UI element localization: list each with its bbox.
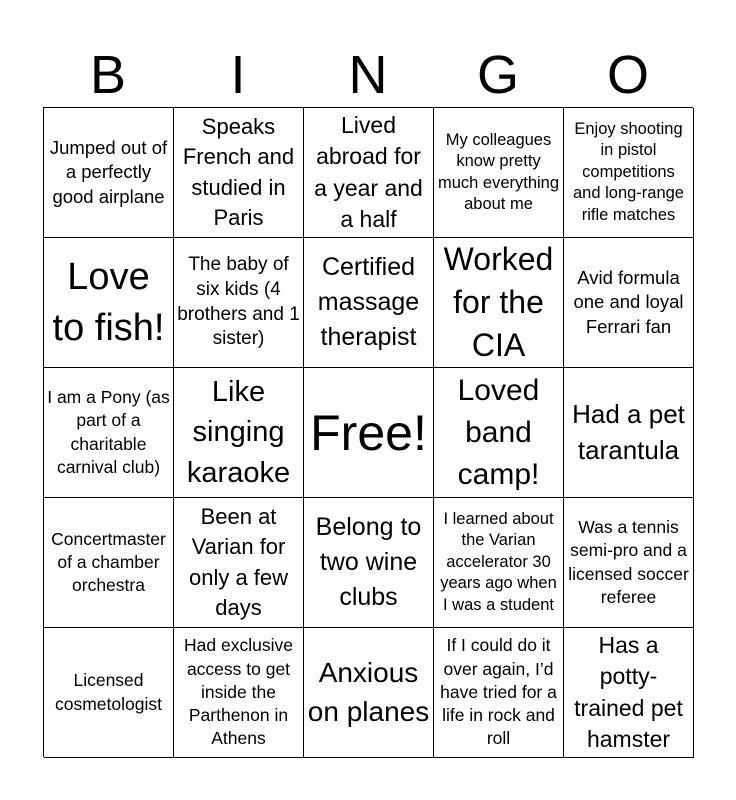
header-letter-b: B xyxy=(89,45,127,105)
cell-text: Licensed cosmetologist xyxy=(55,670,162,714)
cell-text: Anxious on planes xyxy=(307,656,430,727)
cell-text: Been at Varian for only a few days xyxy=(188,503,289,620)
header-letter-g: G xyxy=(476,45,519,105)
cell-text: Avid formula one and loyal Ferrari fan xyxy=(573,267,684,337)
cell-text: Love to fish! xyxy=(52,255,165,349)
header-letter-i: I xyxy=(230,45,246,105)
header-letter-o: O xyxy=(606,45,649,105)
bingo-cell[interactable] xyxy=(564,368,694,498)
cell-text: Speaks French and studied in Paris xyxy=(182,113,295,230)
cell-text: If I could do it over again, I’d have tried for a life in rock and roll xyxy=(440,635,557,749)
bingo-cell[interactable] xyxy=(174,628,304,758)
free-space-cell[interactable] xyxy=(304,368,434,498)
cell-text: Enjoy shooting in pistol competitions and long-range rifle matches xyxy=(572,119,684,224)
cell-text: Lived abroad for a year and a half xyxy=(314,112,423,232)
bingo-grid xyxy=(43,107,693,757)
bingo-cell[interactable] xyxy=(44,628,174,758)
cell-text: Had a pet tarantula xyxy=(572,399,685,465)
cell-text: Has a potty-trained pet hamster xyxy=(574,632,683,752)
bingo-cell[interactable] xyxy=(564,498,694,628)
cell-text: Had exclusive access to get inside the Parthenon in Athens xyxy=(184,635,293,749)
cell-text: My colleagues know pretty much everything about me xyxy=(437,130,560,213)
cell-text: Loved band camp! xyxy=(457,373,540,491)
bingo-cell[interactable] xyxy=(44,498,174,628)
free-space-text: Free! xyxy=(310,404,427,461)
bingo-cell[interactable] xyxy=(434,368,564,498)
bingo-cell[interactable] xyxy=(44,108,174,238)
bingo-header xyxy=(43,44,693,106)
cell-text: Worked for the CIA xyxy=(443,241,554,363)
bingo-cell[interactable] xyxy=(434,238,564,368)
header-letter-n: N xyxy=(348,45,388,105)
bingo-cell[interactable] xyxy=(174,498,304,628)
cell-text: Belong to two wine clubs xyxy=(315,513,422,611)
cell-text: I learned about the Varian accelerator 30 years ago when I was a student xyxy=(440,509,557,614)
bingo-cell[interactable] xyxy=(174,238,304,368)
bingo-cell[interactable] xyxy=(304,628,434,758)
bingo-cell[interactable] xyxy=(564,238,694,368)
cell-text: Was a tennis semi-pro and a licensed soccer referee xyxy=(568,516,689,607)
cell-text: I am a Pony (as part of a charitable carnival club) xyxy=(47,386,170,477)
bingo-cell[interactable] xyxy=(434,108,564,238)
cell-text: The baby of six kids (4 brothers and 1 sister) xyxy=(177,254,300,350)
bingo-cell[interactable] xyxy=(434,628,564,758)
cell-text: Jumped out of a perfectly good airplane xyxy=(49,137,168,207)
bingo-cell[interactable] xyxy=(174,108,304,238)
cell-text: Like singing karaoke xyxy=(186,376,291,489)
bingo-cell[interactable] xyxy=(304,108,434,238)
bingo-cell[interactable] xyxy=(564,108,694,238)
bingo-cell[interactable] xyxy=(304,498,434,628)
bingo-cell[interactable] xyxy=(174,368,304,498)
bingo-cell[interactable] xyxy=(44,368,174,498)
bingo-cell[interactable] xyxy=(44,238,174,368)
bingo-cell[interactable] xyxy=(564,628,694,758)
bingo-cell[interactable] xyxy=(304,238,434,368)
cell-text: Certified massage therapist xyxy=(317,253,420,351)
bingo-cell[interactable] xyxy=(434,498,564,628)
cell-text: Concertmaster of a chamber orchestra xyxy=(51,528,166,596)
